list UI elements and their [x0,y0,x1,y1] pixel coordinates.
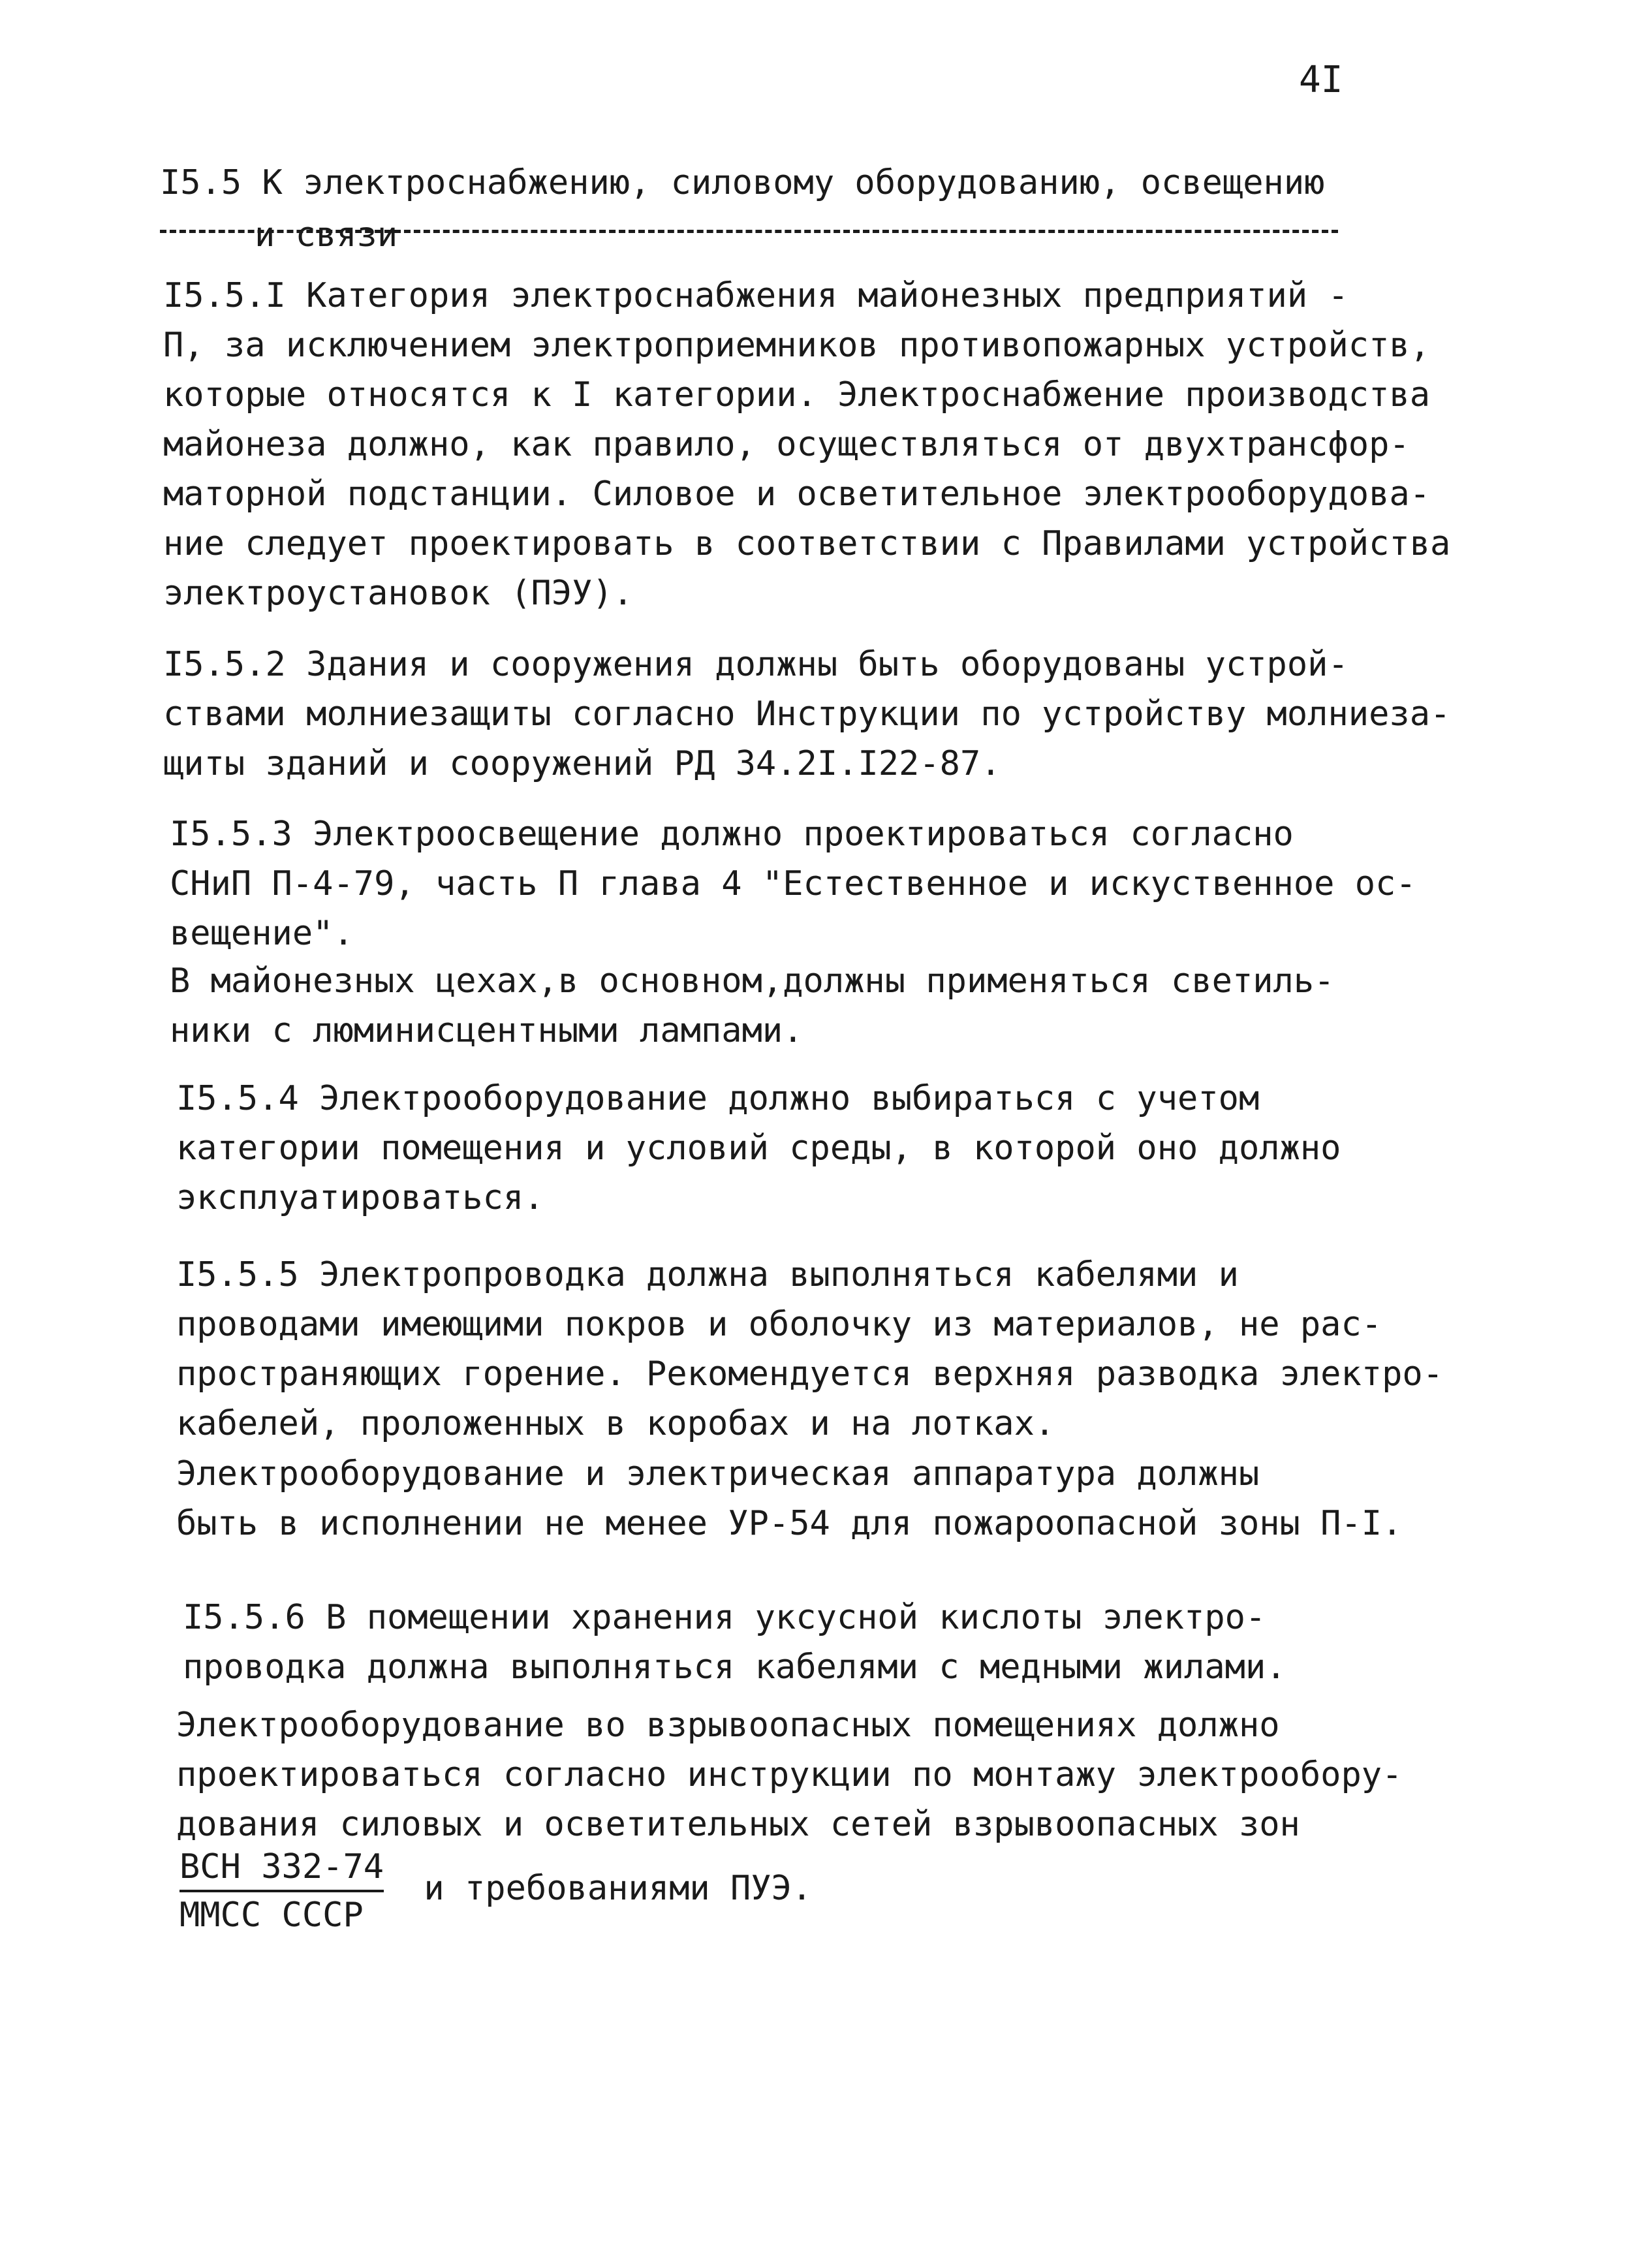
section-heading-line2: и связи [255,215,398,255]
standard-reference [179,1844,812,1938]
paragraph-15-5-6-continued: Электрооборудование во взрывоопасных помещениях должно проектироваться согласно инструкции по монтажу электрообору- дования силовых и осветительных сетей взрывоопасных зон [176,1706,1403,1844]
paragraph-15-5-6: I5.5.6 В помещении хранения уксусной кислоты электро- проводка должна выполняться кабелями с медными жилами. [183,1598,1286,1687]
paragraph-15-5-2: I5.5.2 Здания и сооружения должны быть оборудованы устрой- ствами молниезащиты согласно Инструкции по устройству молниеза- щиты зданий и сооружений РД 34.2I.I22-87. [163,645,1451,783]
standard-reference-tail: и требованиями ПУЭ. [424,1869,813,1908]
section-heading [160,157,1380,261]
paragraph-15-5-5-continued: Электрооборудование и электрическая аппаратура должны быть в исполнении не менее УР-54 для пожароопасной зоны П-I. [176,1454,1403,1543]
paragraph-15-5-3: I5.5.3 Электроосвещение должно проектироваться согласно СНиП П-4-79, часть П глава 4 "Естественное и искуственное ос- вещение". [170,815,1416,953]
paragraph-15-5-5: I5.5.5 Электропроводка должна выполняться кабелями и проводами имеющими покров и оболочку из материалов, не рас- пространяющих горение. Рекомендуется верхняя разводка электро- кабелей, проложенных в коробах и на лотках. [176,1255,1444,1443]
section-heading-line1: I5.5 К электроснабжению, силовому оборудованию, освещению [160,163,1325,202]
paragraph-15-5-4: I5.5.4 Электрооборудование должно выбираться с учетом категории помещения и условий среды, в которой оно должно эксплуатироваться. [176,1079,1341,1217]
paragraph-15-5-1: I5.5.I Категория электроснабжения майонезных предприятий - П, за исключением электроприемников противопожарных устройств, которые относятся к I категории. Электроснабжение производства майонеза должно, как правило, осуществляться от двухтрансфор- маторной подстанции. Силовое и осветительное электрооборудова- ние следует проектировать в соответствии с Правилами устройства электроустановок (ПЭУ). [163,276,1451,613]
page-number: 4I [1299,59,1343,101]
paragraph-15-5-3-continued: В майонезных цехах,в основном,должны применяться светиль- ники с люминисцентными лампами. [170,962,1335,1050]
standard-code: ВСН 332-74 [179,1844,384,1892]
standard-issuer: ММСС СССР [179,1896,364,1935]
standard-fraction [179,1844,384,1938]
heading-dashed-underline [160,230,1338,233]
